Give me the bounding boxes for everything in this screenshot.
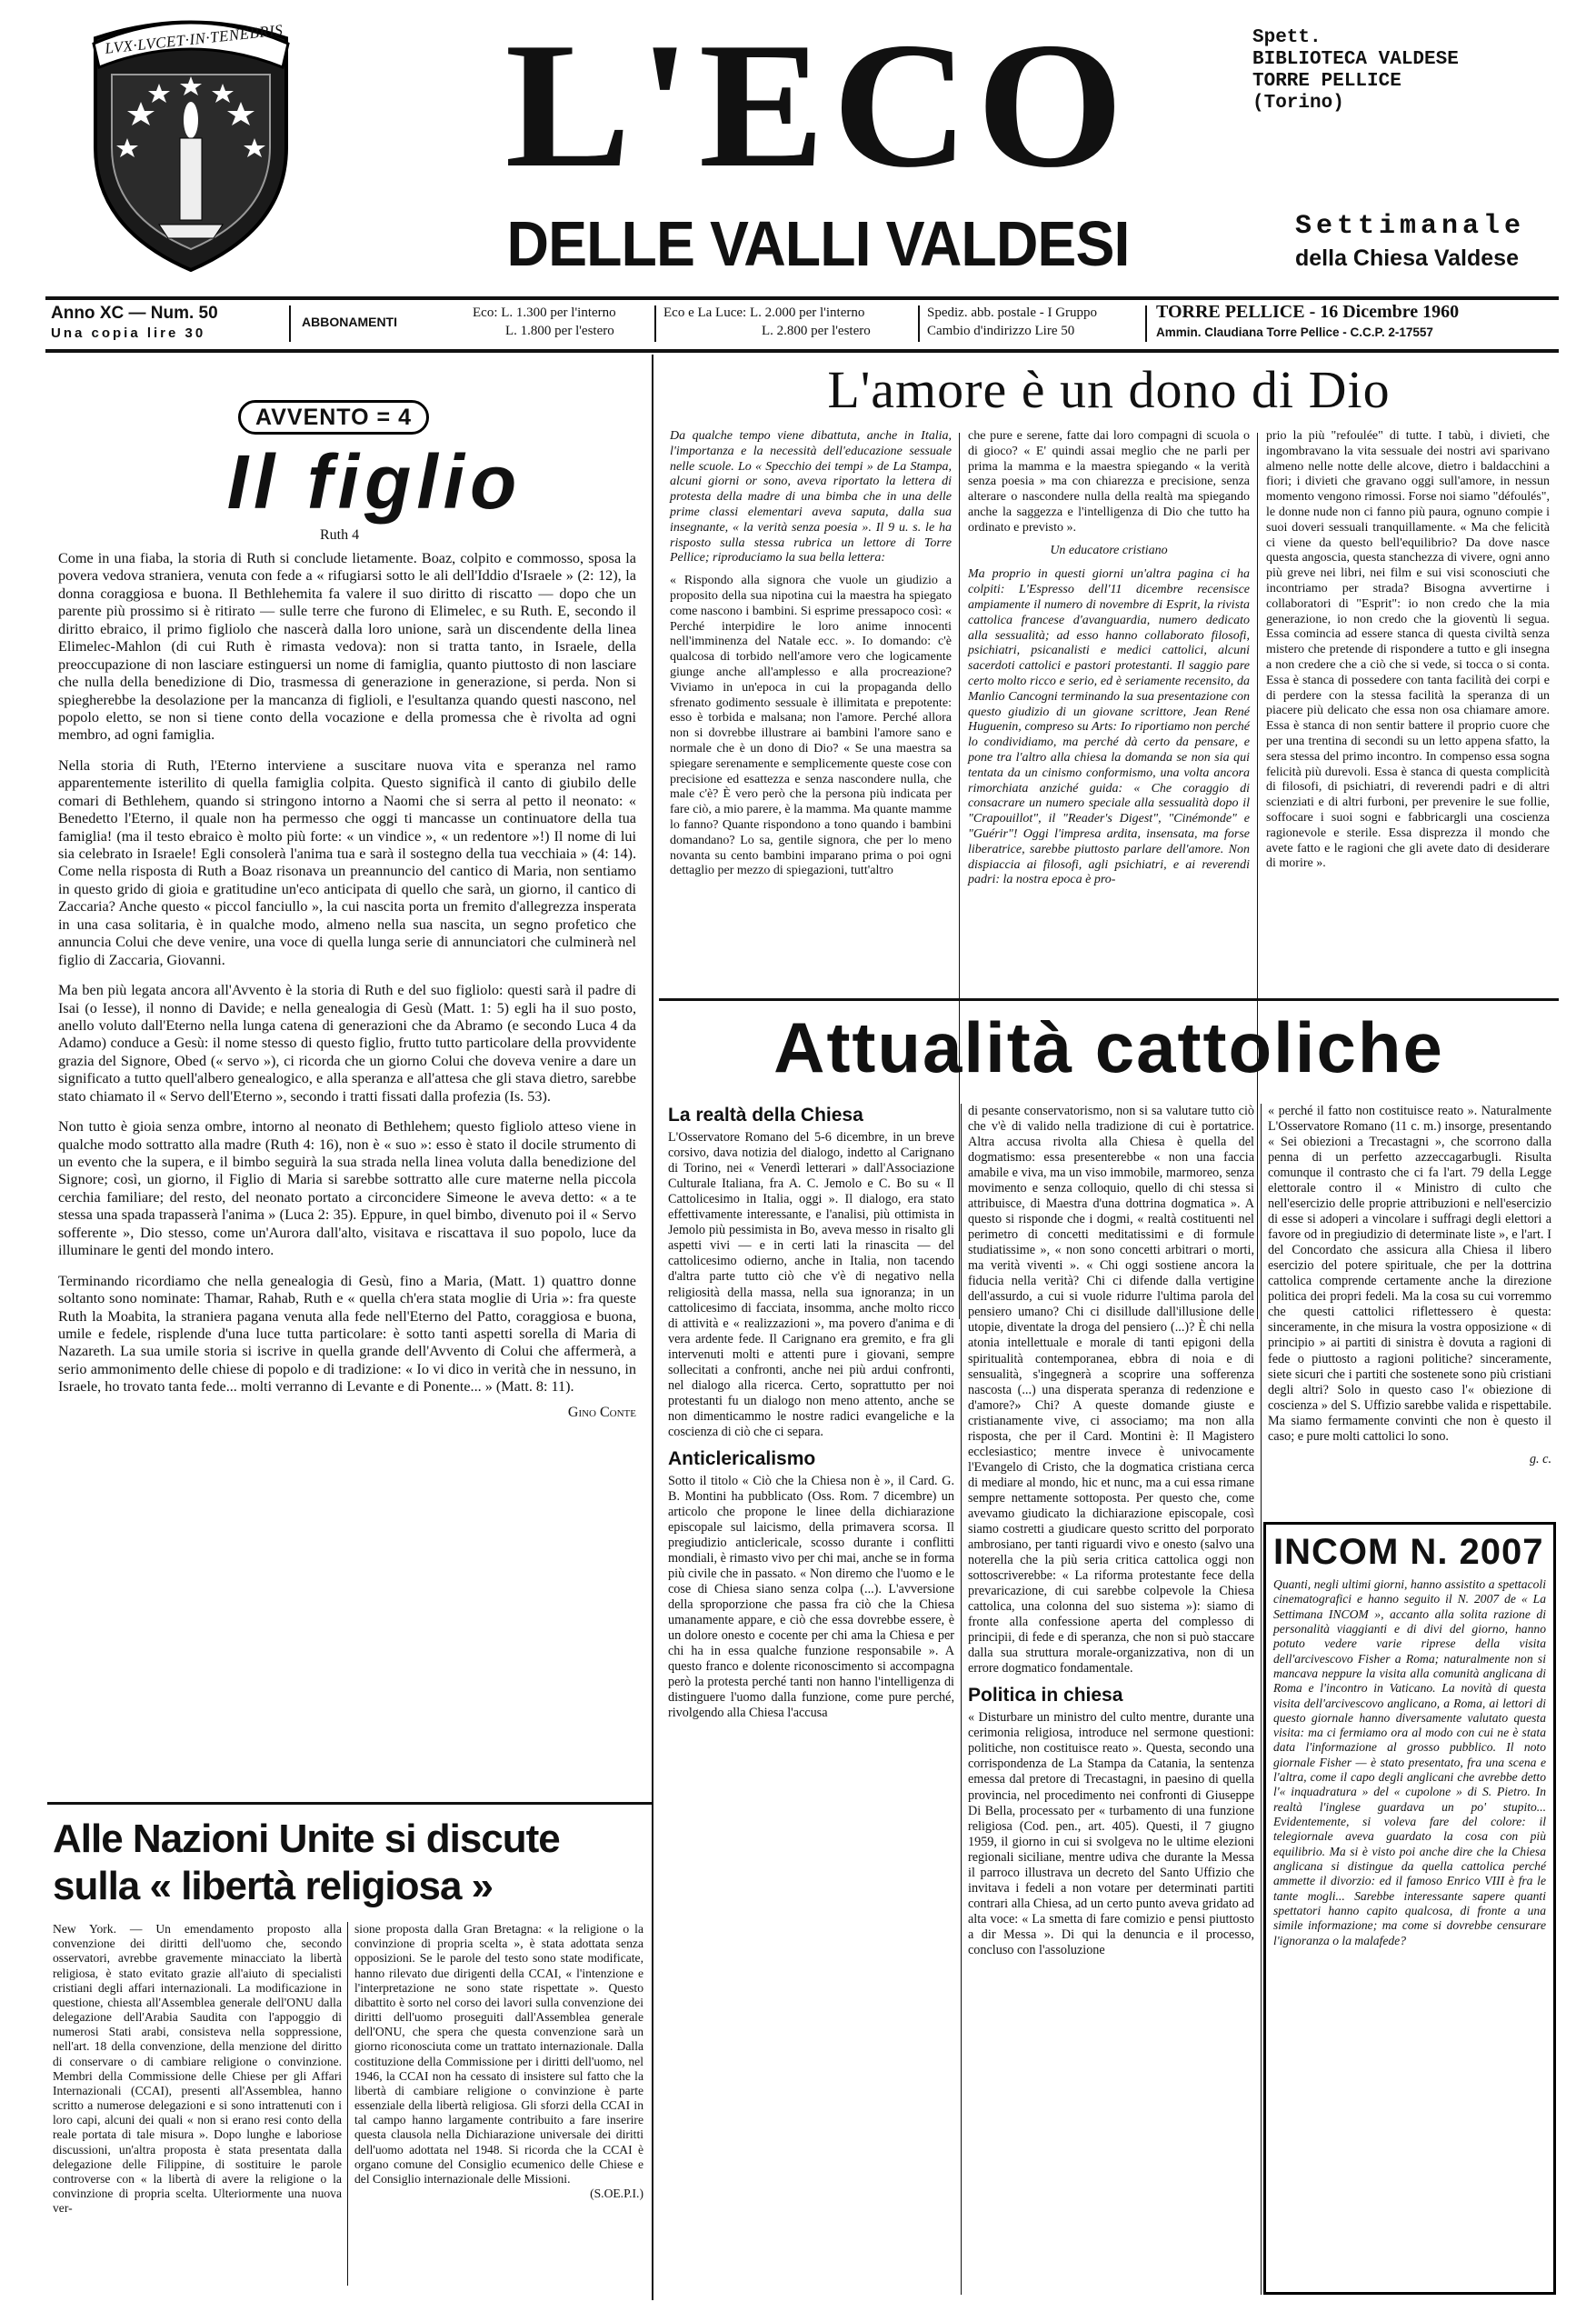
divider xyxy=(654,305,656,342)
amore-col2-text-b: Ma proprio in questi giorni un'altra pagina ci ha colpiti: L'Espresso dell'11 dicembre recensisce ampiamente il numero di novembre di Esprit, la rivista cattolica francese d'avanguardia, numero dedicato alla sessualità; ad esso hanno collaborato filosofi, psichiatri, psicanalisti e medici cattolici, alcuni sacerdoti cattolici e pastori protestanti. Il saggio pare certo molto ricco e serio, ed è seriamente recensito, da Manlio Cancogni terminando la sua presentazione con questo giudizio di un giovane scrittore, Jean René Huguenin, compreso su Arts: Io riportiamo non perché lo condividiamo, ma perché dà certo da pensare, e pone tra l'altro alla chiesa la domanda se non sia qui tentata da un cinismo conformismo, una volta ancora rimorchiata anziché guida: « Che coraggio di consacrare un numero speciale alla sessualità dopo il "Crapouillot", il "Reader's Digest", "Cinémonde" e "Guérir"! Oggi l'impresa ardita, insensata, ma forse liberatrice, sarebbe piuttosto parlare dell'amore. Non dispiaccia ai filosofi, agli psichiatri, e ai reverendi padri: la nostra epoca è pro- xyxy=(968,567,1250,887)
crest-emblem xyxy=(86,11,295,275)
attualita-signature: g. c. xyxy=(1529,1451,1551,1466)
masthead xyxy=(0,0,1596,300)
newspaper-subtitle: DELLE VALLI VALDESI xyxy=(506,208,1130,279)
divider xyxy=(289,305,291,342)
address-line: TORRE PELLICE xyxy=(1252,71,1401,92)
amministrazione: Ammin. Claudiana Torre Pellice - C.C.P. 2-17557 xyxy=(1156,325,1433,339)
amore-title: L'amore è un dono di Dio xyxy=(827,360,1391,419)
column-rule xyxy=(1261,1104,1262,2295)
politica-text: « Disturbare un ministro del culto mentre, durante una cerimonia religiosa, introduce nel sermone questioni: politiche, non costituisce reato ». Questa, secondo una corrispondenza de La Stampa da Catania, la sentenza emessa dal pretore di Trecastagni, in paesino di quella provincia, nel procedimento nei confronti di Giuseppe Di Bella, processato per « turbamento di una funzione religiosa (Cod. pen., art. 405). Questi, il 7 giugno 1959, il giorno in cui si svolgeva no le ultime elezioni regionali siciliane, mentre udiva che durante la Messa il parroco illustrava un decreto del Santo Uffizio che invitava i fedeli a non votare per determinati partiti contrari alla Chiesa, ad un certo punto aveva gridato ad alta voce: « La smetta di fare comizio e pensi piuttosto a dir Messa ». Di qui la denuncia e il processo, concluso con l'assoluzione xyxy=(968,1710,1254,1957)
infobar-bottom-rule xyxy=(45,349,1559,353)
price-line: L. 2.800 per l'estero xyxy=(762,324,871,338)
section-rule xyxy=(659,998,1559,1001)
info-bar xyxy=(45,302,1559,347)
avvento-paragraph: Terminando ricordiamo che nella genealogia di Gesù, fino a Maria, (Matt. 1) quattro donne soltanto sono nominate: Thamar, Rahab, Ruth e « quella ch'era stata moglie di Uria »: fra queste Ruth la Moabita, la straniera pagana venuta alla fede nell'Eterno del Patto, coraggiosa e buona, umile e fedele, risplende d'una luce tutta particolare: è sotto tanti aspetti sorella di Maria di Nazareth. La sua umile storia si iscrive in quella grande dell'Avvento di Colui che affermerà, a serio ammonimento delle chiese di popolo e di tradizione: « Io vi dico in verità che in nessuno, in Israele, ho trovato tanta fede... molti verranno di Levante e di Ponente... » (Matt. 8: 11). xyxy=(58,1272,636,1396)
nazioni-article xyxy=(47,1809,647,2300)
address-line: BIBLIOTECA VALDESE xyxy=(1252,49,1459,70)
attualita-title: Attualità cattoliche xyxy=(773,1007,1444,1087)
weekly-label: Settimanale xyxy=(1295,211,1526,242)
divider xyxy=(1145,305,1147,342)
attualita-sec2-heading: Anticlericalismo xyxy=(668,1447,816,1469)
section-rule xyxy=(47,1802,652,1805)
amore-signature: Un educatore cristiano xyxy=(1050,543,1168,557)
avvento-badge-text: AVVENTO = 4 xyxy=(255,405,412,430)
avvento-paragraph: Nella storia di Ruth, l'Eterno interviene a suscitare nuova vita e speranza nel ramo apparentemente isterilito di quella famiglia colpita. Questo significà il canto di giubilo delle comari di Bethlehem, quando si stringono intorno a Naomi che si serra al petto il neonato: « Benedetto l'Eterno, il quale non ha permesso che oggi ti mancasse un continuatore della tua famiglia! (ma il testo ebraico è molto più forte: « un vindice », « un redentore »!) Il nome di lui sia celebrato in Israele! Egli consolerà l'anima tua e sarà il sostegno della tua vecchiaia » (4: 14). Come nella risposta di Ruth a Boaz risonava un preannuncio del cantico di Maria, non sentiamo in questo grido di gioia e gratitudine un'eco anticipata di quello che sarà, un giorno, il cantico di Zaccaria? Anche questo « piccol fanciullo », la cui nascita porta un fremito d'allegrezza insperata in una casa solitaria, è in qualche modo, almeno nella sua nascita, un segno profetico che annuncia Colui che deve venire, una voce di quella lunga serie di annunciatori che culminerà nel figlio di Zaccaria, Giovanni. xyxy=(58,756,636,968)
spedizione xyxy=(927,304,1097,340)
price-line: L. 1.800 per l'estero xyxy=(505,324,614,338)
church-label: della Chiesa Valdese xyxy=(1295,245,1519,271)
attualita-sec1-heading: La realtà della Chiesa xyxy=(668,1105,863,1126)
incom-text: Quanti, negli ultimi giorni, hanno assistito a spettacoli cinematografici e hanno seguito il N. 2007 de « La Settimana INCOM », accanto alla solita razione di personalità viaggianti e di divi del giorno, hanno potuto vedere varie riprese della visita dell'arcivescovo Fisher a Roma; naturalmente non si mancava neppure la visita alla comunità anglicana di Roma e l'incontro in Vaticano. La novità di questa visita dell'arcivescovo anglicano, a Roma, ai lettori di questo giornale hanno diversamente valutato questa visita: ma ci fermiamo ora al modo con cui ne è stata data l'informazione al grosso pubblico. Il noto giornale Fisher — è stato presentato, fra una scena e l'altra, come il capo degli anglicani che avrebbe detto l'« inquadratura » del « cupolone » di S. Pietro. In realtà l'inglese guardava un po' stupito... Evidentemente, si voleva fare del colore: il telegiornale aveva guardato la cosa con più equilibrio. Ma si è visto poi anche dire che la Chiesa anglicana si distingue da quella cattolica perché ammette il divorzio: ed il famoso Enrico VIII è fra le tante mogli... Sarebbe interessante sapere quanti spettatori hanno capito qualcosa, di fronte a una simile informazione; ma come si dovrebbe censurare l'ignoranza o la malafede? xyxy=(1273,1577,1546,1947)
avvento-paragraph: Non tutto è gioia senza ombre, intorno al neonato di Bethlehem; questo figliolo atteso viene in qualche modo sottratto alla madre (Ruth 4: 16), non è « suo »: esso è stato il docile strumento di un evento che la supera, e il bimbo seguirà la sua strada nella linea voluta dalla benedizione del Signore; così, un giorno, il Figlio di Maria si sarebbe sottratto alle cure materne nella piccola cerchia familiare; del resto, del neonato portato a circoncidere Simeone le aveva detto: « a te stessa una spada trapasserà l'anima » (Luca 2: 35). Eppure, in quel bimbo, divenuto poi il « Servo sofferente », Dio stesso, come un'Aurora dall'alto, visitava e riscattava il suo popolo, luce da illuminare le genti del mondo intero. xyxy=(58,1118,636,1259)
amore-col2-text: che pure e serene, fatte dai loro compagni di scuola o di gioco? « E' quindi assai meglio che ne parli per prima la mamma e la maestra spiegando « la verità senza poesia » ma con chiarezza e precisione, senza alterare o nascondere nulla della realtà ma spiegando anche la saggezza e l'intelligenza di Dio che tutto ha ordinato e previsto ». xyxy=(968,429,1250,535)
eco-luce-prices xyxy=(663,304,871,340)
column-rule xyxy=(961,1104,962,2295)
nazioni-title-line2: sulla « libertà religiosa » xyxy=(53,1864,494,1908)
amore-col2 xyxy=(968,429,1250,896)
nazioni-col2 xyxy=(354,1922,643,2201)
attualita-article xyxy=(659,1004,1559,2304)
year-number: Anno XC — Num. 50 xyxy=(51,304,218,323)
address-block xyxy=(1252,27,1552,115)
address-line: (Torino) xyxy=(1252,93,1344,114)
amore-letter: « Rispondo alla signora che vuole un giudizio a proposito della sua nipotina cui la maestra ha spiegato come nascono i bambini. Si esprime pressapoco così: « Perché interpidire le loro anime innocenti nell'imminenza del Natale ecc. ». Io domando: c'è qualcosa di torbido nell'amore vero che logicamente giunge anche all'amplesso e alla procreazione? Viviamo in un'epoca in cui la propaganda dello sfrenato godimento sessuale è illimitata e prepotente: esso è torbida e malsana; non l'amore. Perché allora non si dovrebbe illustrare ai bambini l'amore sano e normale che è un dono di Dio? « Se una maestra sa spiegare serenamente e semplicemente queste cose con precisione ed esattezza e senza nascondere nulla, che male c'è? È vero però che la persona più indicata per fare ciò, a mio parere, è la mamma. Ma quante mamme lo fanno? Quante rispondono a tono quando i bambini domandano? Lo sa, gentile signora, che per lo meno novanta su cento bambini imparano prima o poi ogni dettaglio per mezzo di spiegazioni, tutt'altro xyxy=(670,574,952,878)
politica-heading: Politica in chiesa xyxy=(968,1685,1123,1706)
crest-motto: LVX·LVCET·IN·TENEBRIS xyxy=(104,21,284,57)
column-rule xyxy=(652,355,653,2300)
avvento-title: Il figlio xyxy=(226,439,523,525)
address-line: Spett. xyxy=(1252,27,1322,48)
avvento-paragraph: Ma ben più legata ancora all'Avvento è la storia di Ruth e del suo figliolo: questi sarà il padre di Isai (o Iesse), il nonno di Davide; e nella genealogia di Gesù (Matt. 1: 5) egli ha il suo posto, anello voluto dall'Eterno nella lunga catena di generazioni che da Abramo (e secondo Luca 4 da Adamo) conduce a Gesù: il nome stesso di questo figlio, frutto tutto particolare della provvidente grazia del Signore, Obed (« servo »), ci ricorda che un giorno Colui che doveva venire a dare un significato a tutto quell'albero genealogico, e alla speranza e all'attesa che gli stava dietro, sarebbe stato chiamato il « Servo dell'Eterno », secondo i tratti fissati dalla profezia (Is. 53). xyxy=(58,982,636,1105)
amore-col3: prio la più "refoulée" di tutte. I tabù, i divieti, che ingombravano la vita sessuale dei nostri avi sparivano almeno nelle notte delle alcove, dietro i baldacchini a fiori; i divieti che gravano oggi sull'amore, in nessun momento vengono rimossi. Forse noi siamo "défoulés", le donne nude non ci fanno più paura, ognuno compie i suoi doveri sessuali tranquillamente. « Ma che felicità ci viene da questo bell'equilibrio? Da dove nasce questa angoscia, questa stanchezza di vivere, ogni anno più greve nei libri, nei film e sui visi sconosciuti che incontriamo per strada? Bisogna avvertirne i collaboratori di "Esprit": io non credo che la mia generazione, io non credo che la gioventù li segua. Essa comincia ad essere stanca di questa civiltà senza mistero che pretende di rispondere a tutto e gli insegna a non credere che a ciò che si vede, si tocca o si conta. Essa è stanca di possedere con tanta facilità dei corpi e di perdere con la stessa facilità la speranza di un piacere più delicato che essa non osa chiamare amore. Essa è stanca di non sentir battere il proprio cuore che per una trentina di secondi su un letto appena sfatto, la sera stessa del primo incontro. In compenso essa sogna felicità più durevoli. Essa è stanca di questa complicità di filosofi, di psichiatri, di reverendi padri e di altri scienziati e di altri furboni, per prevenire le sue follie, soffocare i suoi sogni e fabbricargli una coscienza ragionevole e sterile. Essa disprezza il mondo che avete fatto e le ragioni che gli avete dato di desiderare di morire ». xyxy=(1266,429,1550,871)
avvento-paragraph: Come in una fiaba, la storia di Ruth si conclude lietamente. Boaz, colpito e commosso, sposa la povera vedova straniera, venuta con fede a « rifugiarsi sotto le ali dell'Iddio d'Israele » (2: 12), la donna coraggiosa e buona. Il Bethlehemita fa valere il suo diritto di riscatto — dopo che un parente più prossimo si è ritirato — sulle terre che furono di Elimelec, e su Ruth. E, secondo il diritto ebraico, il primo figliolo che nascerà dalla loro unione, sarà un discendente della linea Elimelec-Mahlon (di cui Ruth è rimasta vedova): non si tratta tanto, in Israele, della preoccupazione di non lasciare estinguersi un nome di famiglia, quanto piuttosto di non lasciare che nulla della benedizione di Dio, trasmessa di generazione in generazione, si perda. Non si spiegherebbe la desolazione per la mancanza di figlioli, e l'esultanza quando questi nascono, nel popolo eletto, se non si tiene conto della vocazione e della promessa che è rivolta ad ogni membro, ad ogni famiglia. xyxy=(58,550,636,744)
avvento-signature: Gino Conte xyxy=(567,1404,636,1420)
attualita-col3 xyxy=(1268,1104,1551,1467)
eco-prices xyxy=(473,304,616,340)
sped-line: Cambio d'indirizzo Lire 50 xyxy=(927,324,1075,338)
attualita-col3-text: « perché il fatto non costituisce reato ». Naturalmente L'Osservatore Romano (11 c. m.) insorge, presentando « Sei obiezioni a Trecastagni », che scorrono dalla penna di un perfetto azzeccagarbugli. Risulta comunque il contrasto che ci fa l'art. 79 della Legge elettorale contro il « Ministro di culto che nell'esercizio delle proprie attribuzioni e nell'esercizio di esse si adoperi a vincolare i suffragi degli elettori a favore od in pregiudizio di determinate liste », e l'art. I del Concordato che assicura alla Chiesa il libero esercizio del potere spirituale, che per la dottrina cattolica comprende certamente anche la direzione politica dei propri fedeli. Ma la cosa su cui vorremmo che questi cattolici riflettessero è questa: sinceramente, in che misura la vostra opposizione « di principio » ai partiti di sinistra è dovuta a ragioni di fede o piuttosto a ragioni politiche? sinceramente, siete sicuri che i partiti che sostenete sono più cristiani degli altri? Solo in questo caso l'« obiezione di coscienza » del S. Uffizio sarebbe valida e rispettabile. Ma siamo fermamente convinti che non è questo il caso; e pure molti cattolici lo sono. xyxy=(1268,1104,1551,1444)
attualita-sec1-text: L'Osservatore Romano del 5-6 dicembre, in un breve corsivo, dava notizia del dialogo, indetto al Carignano di Torino, nei « Venerdì letterari » dall'Associazione Culturale Italiana, fra A. C. Jemolo e C. Bo su « Il Cattolicesimo in Italia, oggi ». Il dialogo, era stato effettivamente interessante, e l'analisi, più ottimista in Jemolo più pessimista in Bo, aveva messo in risalto gli aspetti vivi — e in certi lati la rinascita — del cattolicesimo odierno, anche in Italia, non tacendo d'altra parte tutto ciò che v'è di negativo nella religiosità della massa, nella sua ignoranza; in un cattolicesimo di facciata, insomma, anche molto ricco di attività e « realizzazioni », ma povero d'anima e di vera ardente fede. Il Carignano era gremito, e fra gli intervenuti molti e attenti pure i giovani, sempre sollecitati a confronti, anche nei più ardui confronti, nel dialogo alla ricerca. Certo, soprattutto per noi protestanti fu un dialogo non meno attento, anche se non dimenticammo le nostre radici evangeliche e la coscienza di ciò che ci separa. xyxy=(668,1130,954,1439)
infobar-top-rule xyxy=(45,296,1559,300)
attualita-col2 xyxy=(968,1104,1254,1966)
incom-title: INCOM N. 2007 xyxy=(1273,1532,1544,1572)
amore-intro: Da qualche tempo viene dibattuta, anche in Italia, l'importanza e la necessità dell'educazione sessuale nelle scuole. Lo « Specchio dei tempi » de La Stampa, alcuni giorni or sono, aveva riportato la lettera di protesta della madre di una bimba che in una delle prime classi elementari aveva saputa, dalla sua insegnante, « la verità senza poesia ». Il 9 u. s. le ha risposto sulla stessa rubrica un lettore di Torre Pellice; riproduciamo la sua bella lettera: xyxy=(670,429,952,565)
nazioni-col1: New York. — Un emendamento proposto alla convenzione dei diritti dell'uomo che, secondo osservatori, avrebbe gravemente minacciato la libertà religiosa, è stato evitato grazie all'aiuto di specialisti cristiani degli affari internazionali. La modificazione in questione, chiesta all'Assemblea generale dell'ONU dalla delegazione dell'Arabia Saudita con l'appoggio di numerosi Stati arabi, consisteva nella soppressione, nell'art. 18 della convenzione, della menzione del diritto di conservare o di cambiare religione o convinzione. Membri della Commissione delle Chiese per gli Affari Internazionali (CCAI), presenti all'Assemblea, hanno scritto a numerose delegazioni e si sono intrattenuti con i loro capi, alcuni dei quali « non si erano resi conto della reale portata di tale misura ». Dopo lunghe e laboriose discussioni, un'altra proposta è stata presentata dalla delegazione delle Filippine, di sostituire le parole controverse con « la libertà di avere la religione o la convinzione di propria scelta. Ulteriormente una nuova ver- xyxy=(53,1922,342,2216)
nazioni-col2-text: sione proposta dalla Gran Bretagna: « la religione o la convinzione di propria scelta », è stata adottata senza opposizioni. Se le parole del testo sono state modificate, hanno rilevato due dirigenti della CCAI, « l'intenzione e l'interpretazione ne sono state rispettate ». Questo dibattito è sorto nel corso dei lavori sulla convenzione dei diritti dell'uomo proseguiti dall'Assemblea generale dell'ONU, che spera che questa convenzione sarà un giorno riconosciuta come un trattato internazionale. Dalla costituzione della Commissione per i diritti dell'uomo, nel 1946, la CCAI non ha cessato di insistere sul fatto che la libertà di cambiare religione o convinzione è parte essenziale della libertà religiosa. Gli sforzi della CCAI in tal campo hanno largamente contribuito a fare inserire questa clausola nella Dichiarazione universale dei diritti dell'uomo adottata nel 1948. Si ricorda che la CCAI è organo comune del Consiglio ecumenico delle Chiese e del Consiglio internazionale delle Missioni. xyxy=(354,1922,643,2186)
avvento-article xyxy=(47,364,643,1791)
sped-line: Spediz. abb. postale - I Gruppo xyxy=(927,305,1098,320)
attualita-sec2-text: Sotto il titolo « Ciò che la Chiesa non è », il Card. G. B. Montini ha pubblicato (Oss. Rom. 7 dicembre) un articolo che propone le linee della dichiarazione episcopale sul laicismo, della primavera scorsa. Il pregiudizio anticlericale, scosso durante i conflitti mondiali, è rimasto vivo per chi mai, anche se in forma più civile che in passato. « Non diremo che l'uomo e le cose di Chiesa siano senza colpa (...). L'avversione della sproporzione che passa fra ciò che la Chiesa umanamente appare, e ciò che essa dovrebbe essere, è un dolore onesto e cocente per chi ama la Chiesa e per chi ha in essa qualche funzione responsabile ». A questo franco e dolente riconoscimento si accompagna però la protesta perché tanti non hanno l'intelligenza di distinguere l'uomo dalla funzione, come pure perché, rivolgendo alla Chiesa l'accusa xyxy=(668,1474,954,1721)
issue-date: TORRE PELLICE - 16 Dicembre 1960 xyxy=(1156,302,1460,322)
abbonamenti-label: ABBONAMENTI xyxy=(302,315,397,329)
avvento-badge xyxy=(238,400,429,435)
price-line: Eco: L. 1.300 per l'interno xyxy=(473,305,616,320)
avvento-body xyxy=(58,550,636,1421)
newspaper-title: L'ECO xyxy=(504,5,1132,205)
attualita-col2-text: di pesante conservatorismo, non si sa valutare tutto ciò che v'è di valido nella tradizione di cui è portatrice. Altra accusa rivolta alla Chiesa è quella del dogmatismo: essa presenterebbe « non una faccia amabile e viva, ma un viso immobile, marmoreo, senza movimento e senza colloquio, quello di chi stessa si attribuisce, di Maestra d'una dottrina dogmatica ». A questo si risponde che i dogmi, « realtà costituenti nel perimetro di concetti meditatissimi e di formule studiatissime », « non sono concetti arbitrari o morti, ma verità viventi ». « Chi oggi sostiene ancora la fiducia nella verità? Chi ci difende dalla vertigine dell'assurdo, a cui si vuole ridurre l'ultima parola del pensiero umano? Chi ci disillude dall'illusione delle utopie, diventate la droga del pensiero (...)? È chi nella atonia intellettuale e morale di tanti epigoni della spiritualità contemporanea, ebbra di noia e di sensualità, s'ingegnerà a scoprire una sofferenza nascosta (...) una disperata speranza di redenzione e d'amore?» Chi? A queste domande giuste e cristianamente vive, ci associamo; ma non alla risposta, che per il Card. Montini è: Il Magistero ecclesiastico; mentre invece è univocamente l'Evangelo di Cristo, che la dogmatica cristiana cerca di mediare al mondo, hic et nunc, ma a cui essa rimane sempre nettamente sottoposta. Per questo che, come avevamo giudicato la dichiarazione episcopale, così siamo costretti a giudicare questo scritto del porporato ambrosiano, per tanti riguardi vivo e onesto (salvo una noterella che la più seria critica cattolica oggi non sottoscriverebbe: « La riforma protestante fece della prevaricazione, di cui sarebbe colpevole la Chiesa cattolica, una colonna del suo sistema »): siamo di fronte alla confessione aperta del complesso di principii, di fede e di speranza, che non si può staccare dalla sua struttura morale-organizzativa, non di un errore dogmatico fondamentale. xyxy=(968,1104,1254,1676)
attualita-col1 xyxy=(668,1104,954,1729)
nazioni-signature: (S.OE.P.I.) xyxy=(590,2187,643,2201)
nazioni-title-line1: Alle Nazioni Unite si discute xyxy=(53,1817,560,1861)
price-line: Eco e La Luce: L. 2.000 per l'interno xyxy=(663,305,865,320)
incom-box xyxy=(1263,1522,1556,2295)
divider xyxy=(918,305,920,342)
avvento-reference: Ruth 4 xyxy=(320,527,360,543)
copy-price: Una copia lire 30 xyxy=(51,325,206,341)
amore-col1 xyxy=(670,429,952,886)
column-rule xyxy=(347,1922,348,2286)
